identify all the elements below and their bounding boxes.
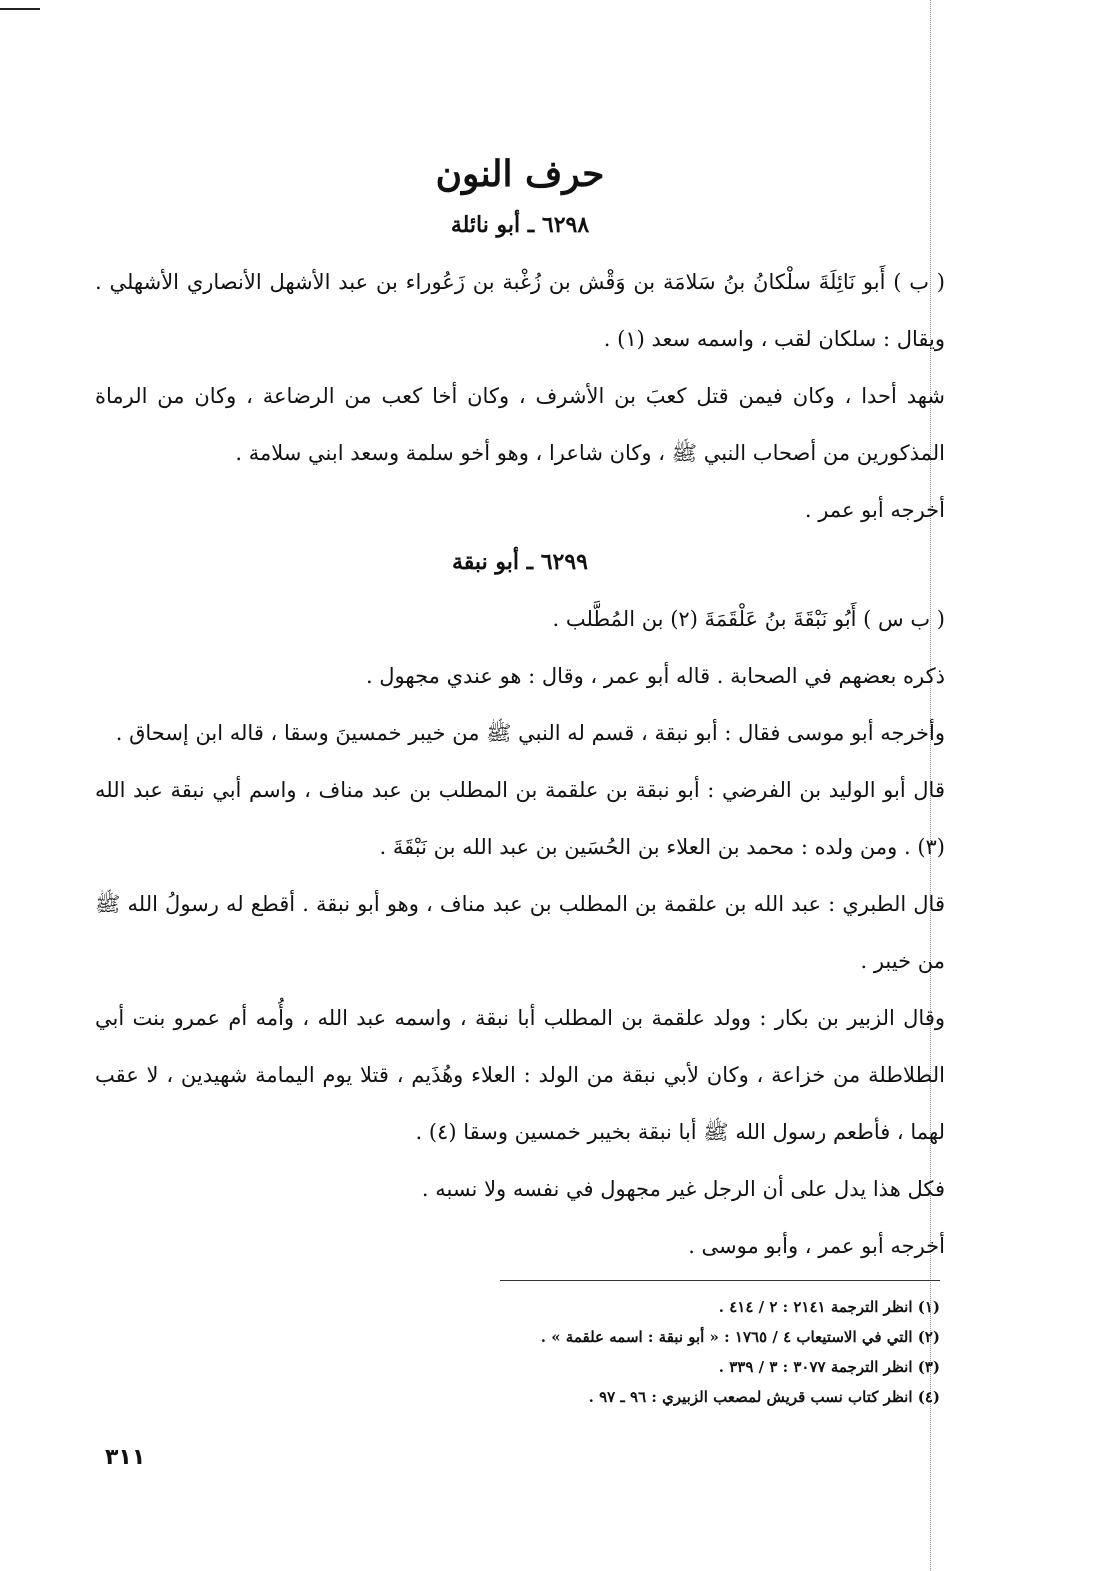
entry-title: ٦٢٩٨ ـ أبو نائلة	[450, 212, 590, 238]
footnote-item: (٤) انظر كتاب نسب قريش لمصعب الزبيري : ٩٦ ـ ٩٧ .	[588, 1388, 940, 1406]
entry-paragraph: أخرجه أبو عمر .	[804, 498, 945, 522]
entry-6298	[95, 208, 945, 539]
footnote-item: (٢) التي في الاستيعاب ٤ / ١٧٦٥ : « أبو نبقة : اسمه علقمة » .	[540, 1328, 940, 1346]
entry-6299	[95, 545, 945, 1275]
entry-paragraph: ( ب ) أَبو نَائِلَةَ سلْكانُ بنُ سَلامَة بن وَقْش بن زُغْبة بن زَعُوراء بن عبد الأشهل الأنصاري الأشهلي . ويقال : سلكان لقب ، واسمه سعد (١) .	[95, 270, 945, 351]
entry-paragraph: وقال الزبير بن بكار : وولد علقمة بن المطلب أبا نبقة ، واسمه عبد الله ، وأُمه أم عمرو بنت أبي الطلاطلة من خزاعة ، وكان لأبي نبقة من الولد : العلاء وهُذَيم ، قتلا يوم اليمامة شهيدين ، لا عقب لهما ، فأطعم رسول الله ﷺ أبا نبقة بخيبر خمسين وسقا (٤) .	[95, 1006, 945, 1144]
footnote-divider	[500, 1280, 940, 1281]
entry-paragraph: ( ب س ) أَبُو نَبْقَةَ بنُ عَلْقَمَةَ (٢) بن المُطَّلب .	[552, 607, 945, 631]
footnotes	[380, 1292, 940, 1412]
entry-paragraph: أخرجه أبو عمر ، وأبو موسى .	[688, 1234, 945, 1258]
entry-paragraph: فكل هذا يدل على أن الرجل غير مجهول في نفسه ولا نسبه .	[421, 1177, 945, 1201]
entry-paragraph: وأخرجه أبو موسى فقال : أبو نبقة ، قسم له النبي ﷺ من خيبر خمسينَ وسقا ، قاله ابن إسحاق .	[115, 721, 945, 745]
scan-artifact-line	[0, 8, 40, 10]
page-number: ٣١١	[105, 1445, 146, 1470]
entry-paragraph: ذكره بعضهم في الصحابة . قاله أبو عمر ، وقال : هو عندي مجهول .	[365, 664, 945, 688]
entry-paragraph: قال أبو الوليد بن الفرضي : أبو نبقة بن علقمة بن المطلب بن عبد مناف ، واسم أبي نبقة عبد الله (٣) . ومن ولده : محمد بن العلاء بن الحُسَين بن عبد الله بن نَبْقَةَ .	[95, 778, 945, 859]
entry-paragraph: قال الطبري : عبد الله بن علقمة بن المطلب بن عبد مناف ، وهو أبو نبقة . أقطع له رسولُ الله ﷺ من خيبر .	[95, 892, 945, 973]
entry-paragraph: شهد أحدا ، وكان فيمن قتل كعبَ بن الأشرف ، وكان أخا كعب من الرضاعة ، وكان من الرماة المذكورين من أصحاب النبي ﷺ ، وكان شاعرا ، وهو أخو سلمة وسعد ابني سلامة .	[95, 384, 945, 465]
chapter-title: حرف النون	[435, 153, 605, 195]
footnote-item: (١) انظر الترجمة ٢١٤١ : ٢ / ٤١٤ .	[718, 1298, 940, 1316]
book-page	[95, 150, 945, 1275]
entry-title: ٦٢٩٩ ـ أبو نبقة	[452, 549, 588, 575]
footnote-item: (٣) انظر الترجمة ٣٠٧٧ : ٣ / ٣٣٩ .	[718, 1358, 940, 1376]
